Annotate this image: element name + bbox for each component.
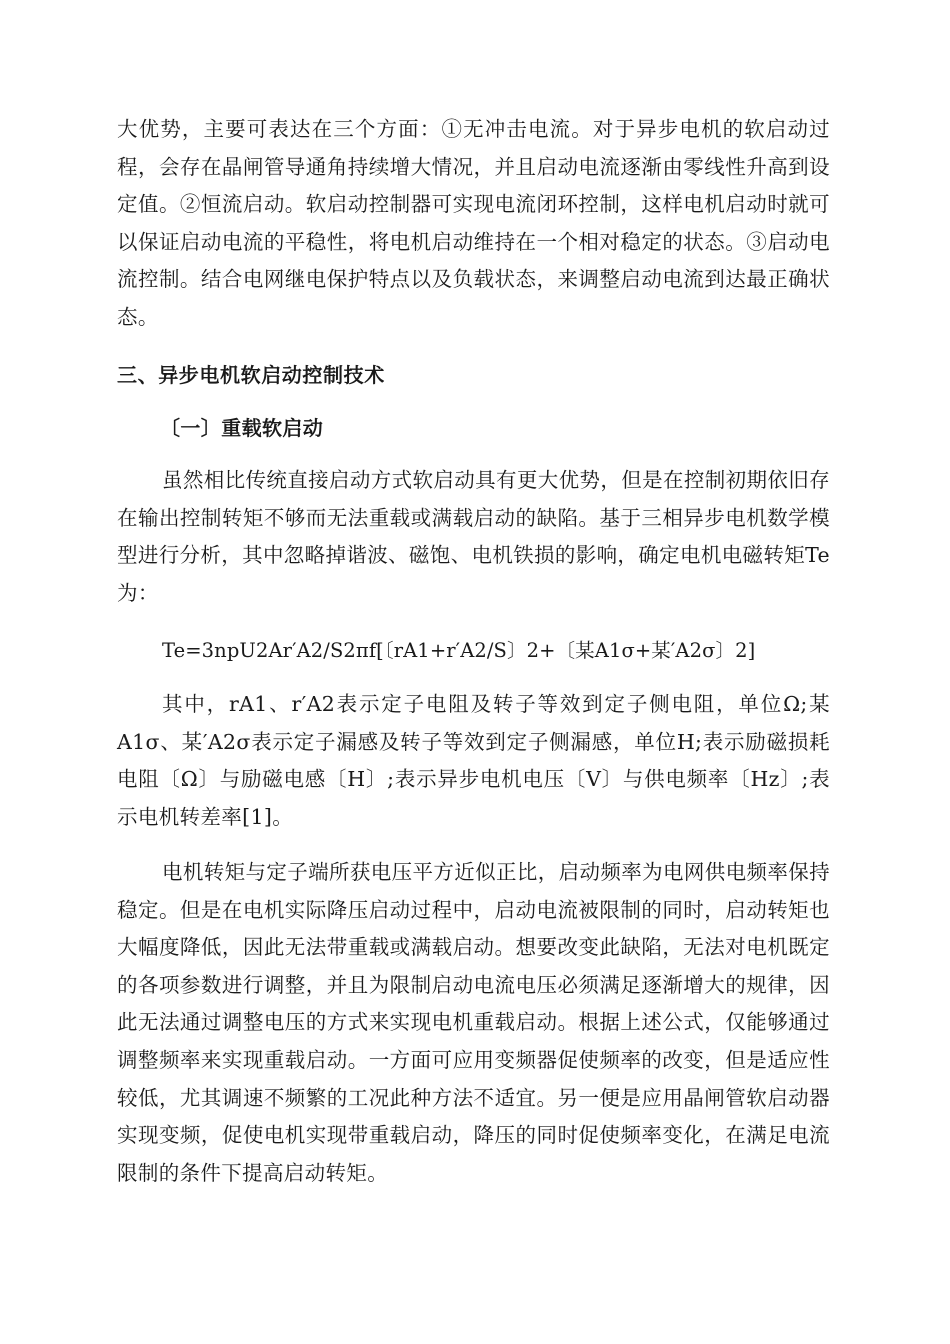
paragraph-torque-analysis: 电机转矩与定子端所获电压平方近似正比，启动频率为电网供电频率保持稳定。但是在电机实际降压启动过程中，启动电流被限制的同时，启动转矩也大幅度降低，因此无法带重载或满载启动。想要改变此缺陷，无法对电机既定的各项参数进行调整，并且为限制启动电流电压必须满足逐渐增大的规律，因此无法通过调整电压的方式来实现电机重载启动。根据上述公式，仅能够通过调整频率来实现重载启动。一方面可应用变频器促使频率的改变，但是适应性较低，尤其调速不频繁的工况此种方法不适宜。另一便是应用晶闸管软启动器实现变频，促使电机实现带重载启动，降压的同时促使频率变化，在满足电流限制的条件下提高启动转矩。 [117, 860, 830, 1185]
paragraph-formula-explanation: 其中，rA1、r′A2表示定子电阻及转子等效到定子侧电阻，单位Ω;某A1σ、某′A2σ表示定子漏感及转子等效到定子侧漏感，单位H;表示励磁损耗电阻〔Ω〕与励磁电感〔H〕;表示异步电机电压〔V〕与供电频率〔Hz〕;表示电机转差率[1]。 [117, 692, 830, 829]
torque-formula: Te=3npU2Ar′A2/S2πf[〔rA1+r′A2/S〕2+〔某A1σ+某′A2σ〕2] [162, 639, 756, 662]
paragraph-advantages: 大优势，主要可表达在三个方面：①无冲击电流。对于异步电机的软启动过程，会存在晶闸管导通角持续增大情况，并且启动电流逐渐由零线性升高到设定值。②恒流启动。软启动控制器可实现电流闭环控制，这样电机启动时就可以保证启动电流的平稳性，将电机启动维持在一个相对稳定的状态。③启动电流控制。结合电网继电保护特点以及负载状态，来调整启动电流到达最正确状态。 [117, 117, 830, 329]
section-heading: 三、异步电机软启动控制技术 [117, 363, 385, 387]
subsection-heading: 〔一〕重载软启动 [160, 416, 324, 440]
paragraph-heavy-load: 虽然相比传统直接启动方式软启动具有更大优势，但是在控制初期依旧存在输出控制转矩不够而无法重载或满载启动的缺陷。基于三相异步电机数学模型进行分析，其中忽略掉谐波、磁饱、电机铁损的影响，确定电机电磁转矩Te为： [117, 468, 830, 605]
